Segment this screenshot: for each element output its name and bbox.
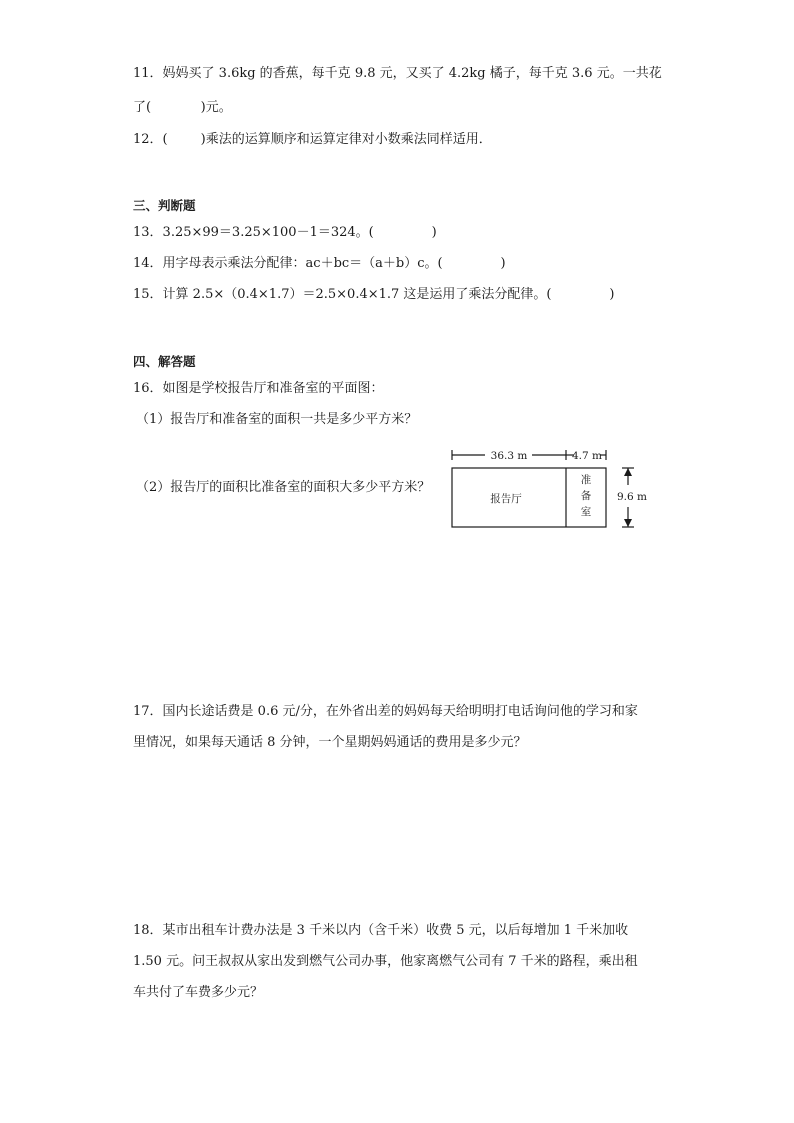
q17-line1: 17．国内长途话费是 0.6 元/分，在外省出差的妈妈每天给明明打电话询问他的学习和家: [133, 704, 638, 719]
q15: 15．计算 2.5×（0.4×1.7）＝2.5×0.4×1.7 这是运用了乘法分配律。( ): [133, 287, 615, 302]
section-4-title: 四、解答题: [133, 354, 196, 369]
q16-part2: （2）报告厅的面积比准备室的面积大多少平方米？: [136, 480, 431, 495]
hall-label: 报告厅: [490, 493, 522, 505]
section-3-title: 三、判断题: [133, 198, 196, 213]
q18-line3: 车共付了车费多少元？: [133, 985, 264, 1000]
dimension-width-label: 4.7 m: [572, 450, 602, 462]
q18-line1: 18．某市出租车计费办法是 3 千米以内（含千米）收费 5 元，以后每增加 1 千米加收: [133, 923, 629, 938]
q12: 12．( )乘法的运算顺序和运算定律对小数乘法同样适用．: [133, 132, 492, 147]
q16-part1: （1）报告厅和准备室的面积一共是多少平方米？: [136, 412, 418, 427]
q11-line2: 了( )元。: [133, 100, 232, 115]
dimension-length-label: 36.3 m: [490, 450, 528, 462]
q17-line2: 里情况，如果每天通话 8 分钟，一个星期妈妈通话的费用是多少元？: [133, 735, 527, 750]
dimension-height-label: 9.6 m: [617, 491, 647, 503]
prep-label-char-1: 准: [580, 474, 592, 486]
q16-stem: 16．如图是学校报告厅和准备室的平面图：: [133, 381, 384, 396]
prep-label-char-3: 室: [580, 506, 592, 518]
prep-label-char-2: 备: [580, 490, 592, 502]
q13: 13．3.25×99＝3.25×100－1＝324。( ): [133, 225, 437, 240]
q11-line1: 11．妈妈买了 3.6kg 的香蕉，每千克 9.8 元，又买了 4.2kg 橘子，每千克 3.6 元。一共花: [133, 66, 662, 81]
q18-line2: 1.50 元。问王叔叔从家出发到燃气公司办事，他家离燃气公司有 7 千米的路程，乘出租: [133, 954, 638, 969]
q14: 14．用字母表示乘法分配律：ac＋bc＝（a＋b）c。( ): [133, 256, 506, 271]
floor-plan-diagram: [448, 445, 658, 535]
